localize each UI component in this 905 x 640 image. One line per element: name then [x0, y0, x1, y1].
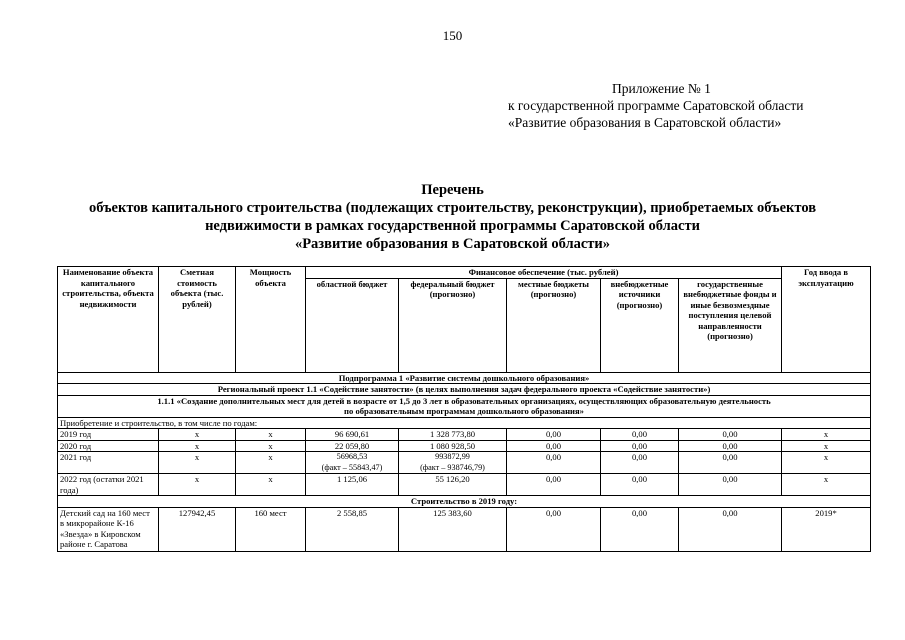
table-row — [58, 440, 871, 452]
header-state-funds: государственные внебюджетные фонды и иные безвозмездные поступления целевой направленности (прогнозно) — [679, 278, 782, 372]
row-state-funds: 0,00 — [679, 452, 782, 474]
measure-line-2: по образовательным программам дошкольного образования» — [344, 406, 584, 416]
row-local: 0,00 — [507, 474, 601, 496]
object-federal: 125 383,60 — [399, 507, 507, 551]
construction-2019-row — [58, 496, 871, 508]
objects-table — [57, 266, 871, 552]
row-state-funds: 0,00 — [679, 429, 782, 441]
subprogram-row — [58, 372, 871, 384]
construction-2019-label: Строительство в 2019 году: — [58, 496, 871, 508]
measure-row — [58, 395, 871, 417]
document-title — [0, 181, 905, 253]
row-year: х — [782, 440, 871, 452]
row-federal: 55 126,20 — [399, 474, 507, 496]
regional-project-title: Региональный проект 1.1 «Содействие занятости» (в целях выполнения задач федерального проекта «Содействие занятости») — [58, 384, 871, 396]
row-regional: 96 690,61 — [306, 429, 399, 441]
row-regional-cell — [306, 452, 399, 474]
header-year: Год ввода в эксплуатацию — [782, 267, 871, 373]
row-offbudget: 0,00 — [601, 440, 679, 452]
row-offbudget: 0,00 — [601, 452, 679, 474]
header-financing: Финансовое обеспечение (тыс. рублей) — [306, 267, 782, 279]
object-state-funds: 0,00 — [679, 507, 782, 551]
title-line-4: «Развитие образования в Саратовской области» — [294, 236, 611, 252]
object-year: 2019* — [782, 507, 871, 551]
acquisition-row — [58, 417, 871, 429]
row-offbudget: 0,00 — [601, 429, 679, 441]
row-federal-cell — [399, 452, 507, 474]
page-number: 150 — [442, 28, 463, 43]
row-cost: х — [159, 440, 236, 452]
row-year: х — [782, 474, 871, 496]
row-name: 2021 год — [58, 452, 159, 474]
appendix-line-1: Приложение № 1 — [612, 81, 711, 96]
object-local: 0,00 — [507, 507, 601, 551]
row-federal-fact: (факт – 938746,79) — [420, 462, 485, 472]
object-offbudget: 0,00 — [601, 507, 679, 551]
row-regional-fact: (факт – 55843,47) — [321, 462, 383, 472]
row-name: 2019 год — [58, 429, 159, 441]
object-cost: 127942,45 — [159, 507, 236, 551]
header-name: Наименование объекта капитального строительства, объекта недвижимости — [58, 267, 159, 373]
appendix-line-2: к государственной программе Саратовской области — [508, 98, 804, 113]
header-capacity: Мощность объекта — [236, 267, 306, 373]
row-regional: 56968,53 — [336, 452, 368, 461]
row-local: 0,00 — [507, 429, 601, 441]
row-federal: 993872,99 — [435, 452, 470, 461]
regional-project-row — [58, 384, 871, 396]
row-cost: х — [159, 474, 236, 496]
row-year: х — [782, 429, 871, 441]
row-capacity: х — [236, 429, 306, 441]
header-local: местные бюджеты (прогнозно) — [507, 278, 601, 372]
row-name: 2020 год — [58, 440, 159, 452]
row-federal: 1 080 928,50 — [399, 440, 507, 452]
row-regional: 22 059,80 — [306, 440, 399, 452]
measure-title — [58, 395, 871, 417]
row-federal: 1 328 773,80 — [399, 429, 507, 441]
appendix-line-3: «Развитие образования в Саратовской области» — [508, 115, 782, 130]
row-offbudget: 0,00 — [601, 474, 679, 496]
title-line-3: недвижимости в рамках государственной программы Саратовской области — [205, 218, 700, 234]
row-year: х — [782, 452, 871, 474]
title-line-2: объектов капитального строительства (подлежащих строительству, реконструкции), приобретаемых объектов — [88, 200, 817, 216]
header-federal: федеральный бюджет (прогнозно) — [399, 278, 507, 372]
table-row — [58, 452, 871, 474]
header-cost: Сметная стоимость объекта (тыс. рублей) — [159, 267, 236, 373]
row-state-funds: 0,00 — [679, 440, 782, 452]
row-local: 0,00 — [507, 440, 601, 452]
object-regional: 2 558,85 — [306, 507, 399, 551]
table-row — [58, 474, 871, 496]
row-capacity: х — [236, 474, 306, 496]
row-cost: х — [159, 429, 236, 441]
table-row — [58, 429, 871, 441]
row-cost: х — [159, 452, 236, 474]
header-row-1 — [58, 267, 871, 279]
table-row — [58, 507, 871, 551]
row-local: 0,00 — [507, 452, 601, 474]
row-state-funds: 0,00 — [679, 474, 782, 496]
object-capacity: 160 мест — [236, 507, 306, 551]
object-name: Детский сад на 160 мест в микрорайоне К-16 «Звезда» в Кировском районе г. Саратова — [58, 507, 159, 551]
acquisition-label: Приобретение и строительство, в том числе по годам: — [58, 417, 871, 429]
title-line-1: Перечень — [421, 182, 484, 198]
header-offbudget: внебюджетные источники (прогнозно) — [601, 278, 679, 372]
row-capacity: х — [236, 440, 306, 452]
appendix-note — [508, 80, 803, 131]
subprogram-title: Подпрограмма 1 «Развитие системы дошкольного образования» — [58, 372, 871, 384]
row-name: 2022 год (остатки 2021 года) — [58, 474, 159, 496]
header-regional: областной бюджет — [306, 278, 399, 372]
measure-line-1: 1.1.1 «Создание дополнительных мест для детей в возрасте от 1,5 до 3 лет в образовательных организациях, осуществляющих образовательную деятельность — [157, 395, 771, 406]
row-capacity: х — [236, 452, 306, 474]
row-regional: 1 125,06 — [306, 474, 399, 496]
